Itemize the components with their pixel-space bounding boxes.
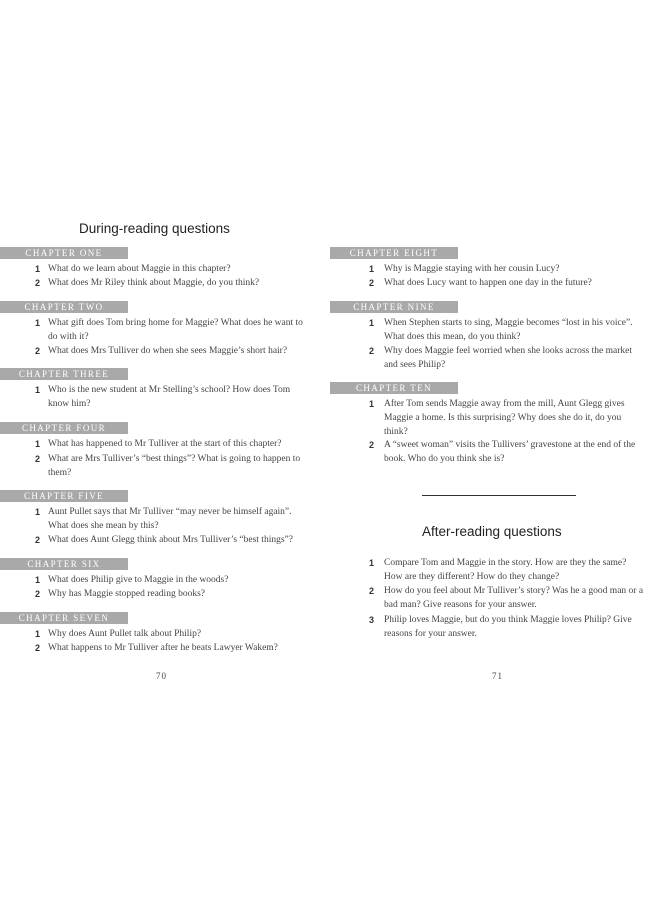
question-number: 2 <box>34 346 40 356</box>
page-number: 70 <box>156 671 167 681</box>
chapter-ten-bar: CHAPTER TEN <box>330 382 458 394</box>
question-text: What has happened to Mr Tulliver at the start of this chapter? <box>48 439 282 449</box>
question-text: What does Aunt Glegg think about Mrs Tulliver’s “best things”? <box>48 535 293 545</box>
question-text: Why does Aunt Pullet talk about Philip? <box>48 629 202 639</box>
chapter-one-bar: CHAPTER ONE <box>0 247 128 259</box>
chapter-seven-bar: CHAPTER SEVEN <box>0 612 128 624</box>
question-number: 1 <box>368 264 374 274</box>
right-page <box>330 0 660 904</box>
question-number: 1 <box>34 507 40 517</box>
question-text: How do you feel about Mr Tulliver’s story? Was he a good man or a bad man? Give reasons for your answer. <box>384 586 644 610</box>
question-number: 1 <box>34 629 40 639</box>
question-text: What do we learn about Maggie in this chapter? <box>48 264 231 274</box>
chapter-nine-bar: CHAPTER NINE <box>330 301 458 313</box>
question-text: What does Lucy want to happen one day in the future? <box>384 278 592 288</box>
chapter-two-bar: CHAPTER TWO <box>0 301 128 313</box>
question-number: 1 <box>34 439 40 449</box>
question-number: 2 <box>368 346 374 356</box>
chapter-six-bar: CHAPTER SIX <box>0 558 128 570</box>
chapter-eight-bar: CHAPTER EIGHT <box>330 247 458 259</box>
question-text: Why is Maggie staying with her cousin Lucy? <box>384 264 560 274</box>
question-text: What does Philip give to Maggie in the woods? <box>48 575 229 585</box>
question-number: 2 <box>368 440 374 450</box>
question-text: What are Mrs Tulliver’s “best things”? What is going to happen to them? <box>48 454 301 478</box>
question-text: Why has Maggie stopped reading books? <box>48 589 205 599</box>
question-number: 1 <box>34 385 40 395</box>
question-number: 1 <box>368 318 374 328</box>
question-text: Philip loves Maggie, but do you think Maggie loves Philip? Give reasons for your answer. <box>384 615 632 639</box>
question-number: 1 <box>368 558 374 568</box>
question-number: 1 <box>368 399 374 409</box>
question-number: 1 <box>34 318 40 328</box>
question-text: When Stephen starts to sing, Maggie becomes “lost in his voice”. What does this mean, do you think? <box>384 318 633 342</box>
question-number: 2 <box>368 586 374 596</box>
section-divider <box>422 495 576 496</box>
page-number: 71 <box>492 671 503 681</box>
question-text: After Tom sends Maggie away from the mill, Aunt Glegg gives Maggie a home. Is this surprising? Why does she do it, do you think? <box>384 399 625 437</box>
question-number: 1 <box>34 575 40 585</box>
question-number: 1 <box>34 264 40 274</box>
question-number: 2 <box>34 643 40 653</box>
chapter-four-bar: CHAPTER FOUR <box>0 422 128 434</box>
after-reading-heading: After-reading questions <box>422 524 562 539</box>
question-text: What happens to Mr Tulliver after he beats Lawyer Wakem? <box>48 643 278 653</box>
chapter-three-bar: CHAPTER THREE <box>0 368 128 380</box>
question-number: 2 <box>34 454 40 464</box>
question-text: Compare Tom and Maggie in the story. How are they the same? How are they different? How do they change? <box>384 558 627 582</box>
question-number: 2 <box>34 589 40 599</box>
question-text: What gift does Tom bring home for Maggie? What does he want to do with it? <box>48 318 303 342</box>
question-number: 3 <box>368 615 374 625</box>
question-text: Who is the new student at Mr Stelling’s school? How does Tom know him? <box>48 385 291 409</box>
question-number: 2 <box>34 278 40 288</box>
during-reading-heading: During-reading questions <box>79 221 230 236</box>
question-number: 2 <box>368 278 374 288</box>
question-number: 2 <box>34 535 40 545</box>
question-text: Aunt Pullet says that Mr Tulliver “may never be himself again”. What does she mean by this? <box>48 507 292 531</box>
question-text: What does Mr Riley think about Maggie, do you think? <box>48 278 260 288</box>
question-text: What does Mrs Tulliver do when she sees Maggie’s short hair? <box>48 346 288 356</box>
chapter-five-bar: CHAPTER FIVE <box>0 490 128 502</box>
question-text: A “sweet woman” visits the Tullivers’ gravestone at the end of the book. Who do you think she is? <box>384 440 636 464</box>
question-text: Why does Maggie feel worried when she looks across the market and sees Philip? <box>384 346 632 370</box>
